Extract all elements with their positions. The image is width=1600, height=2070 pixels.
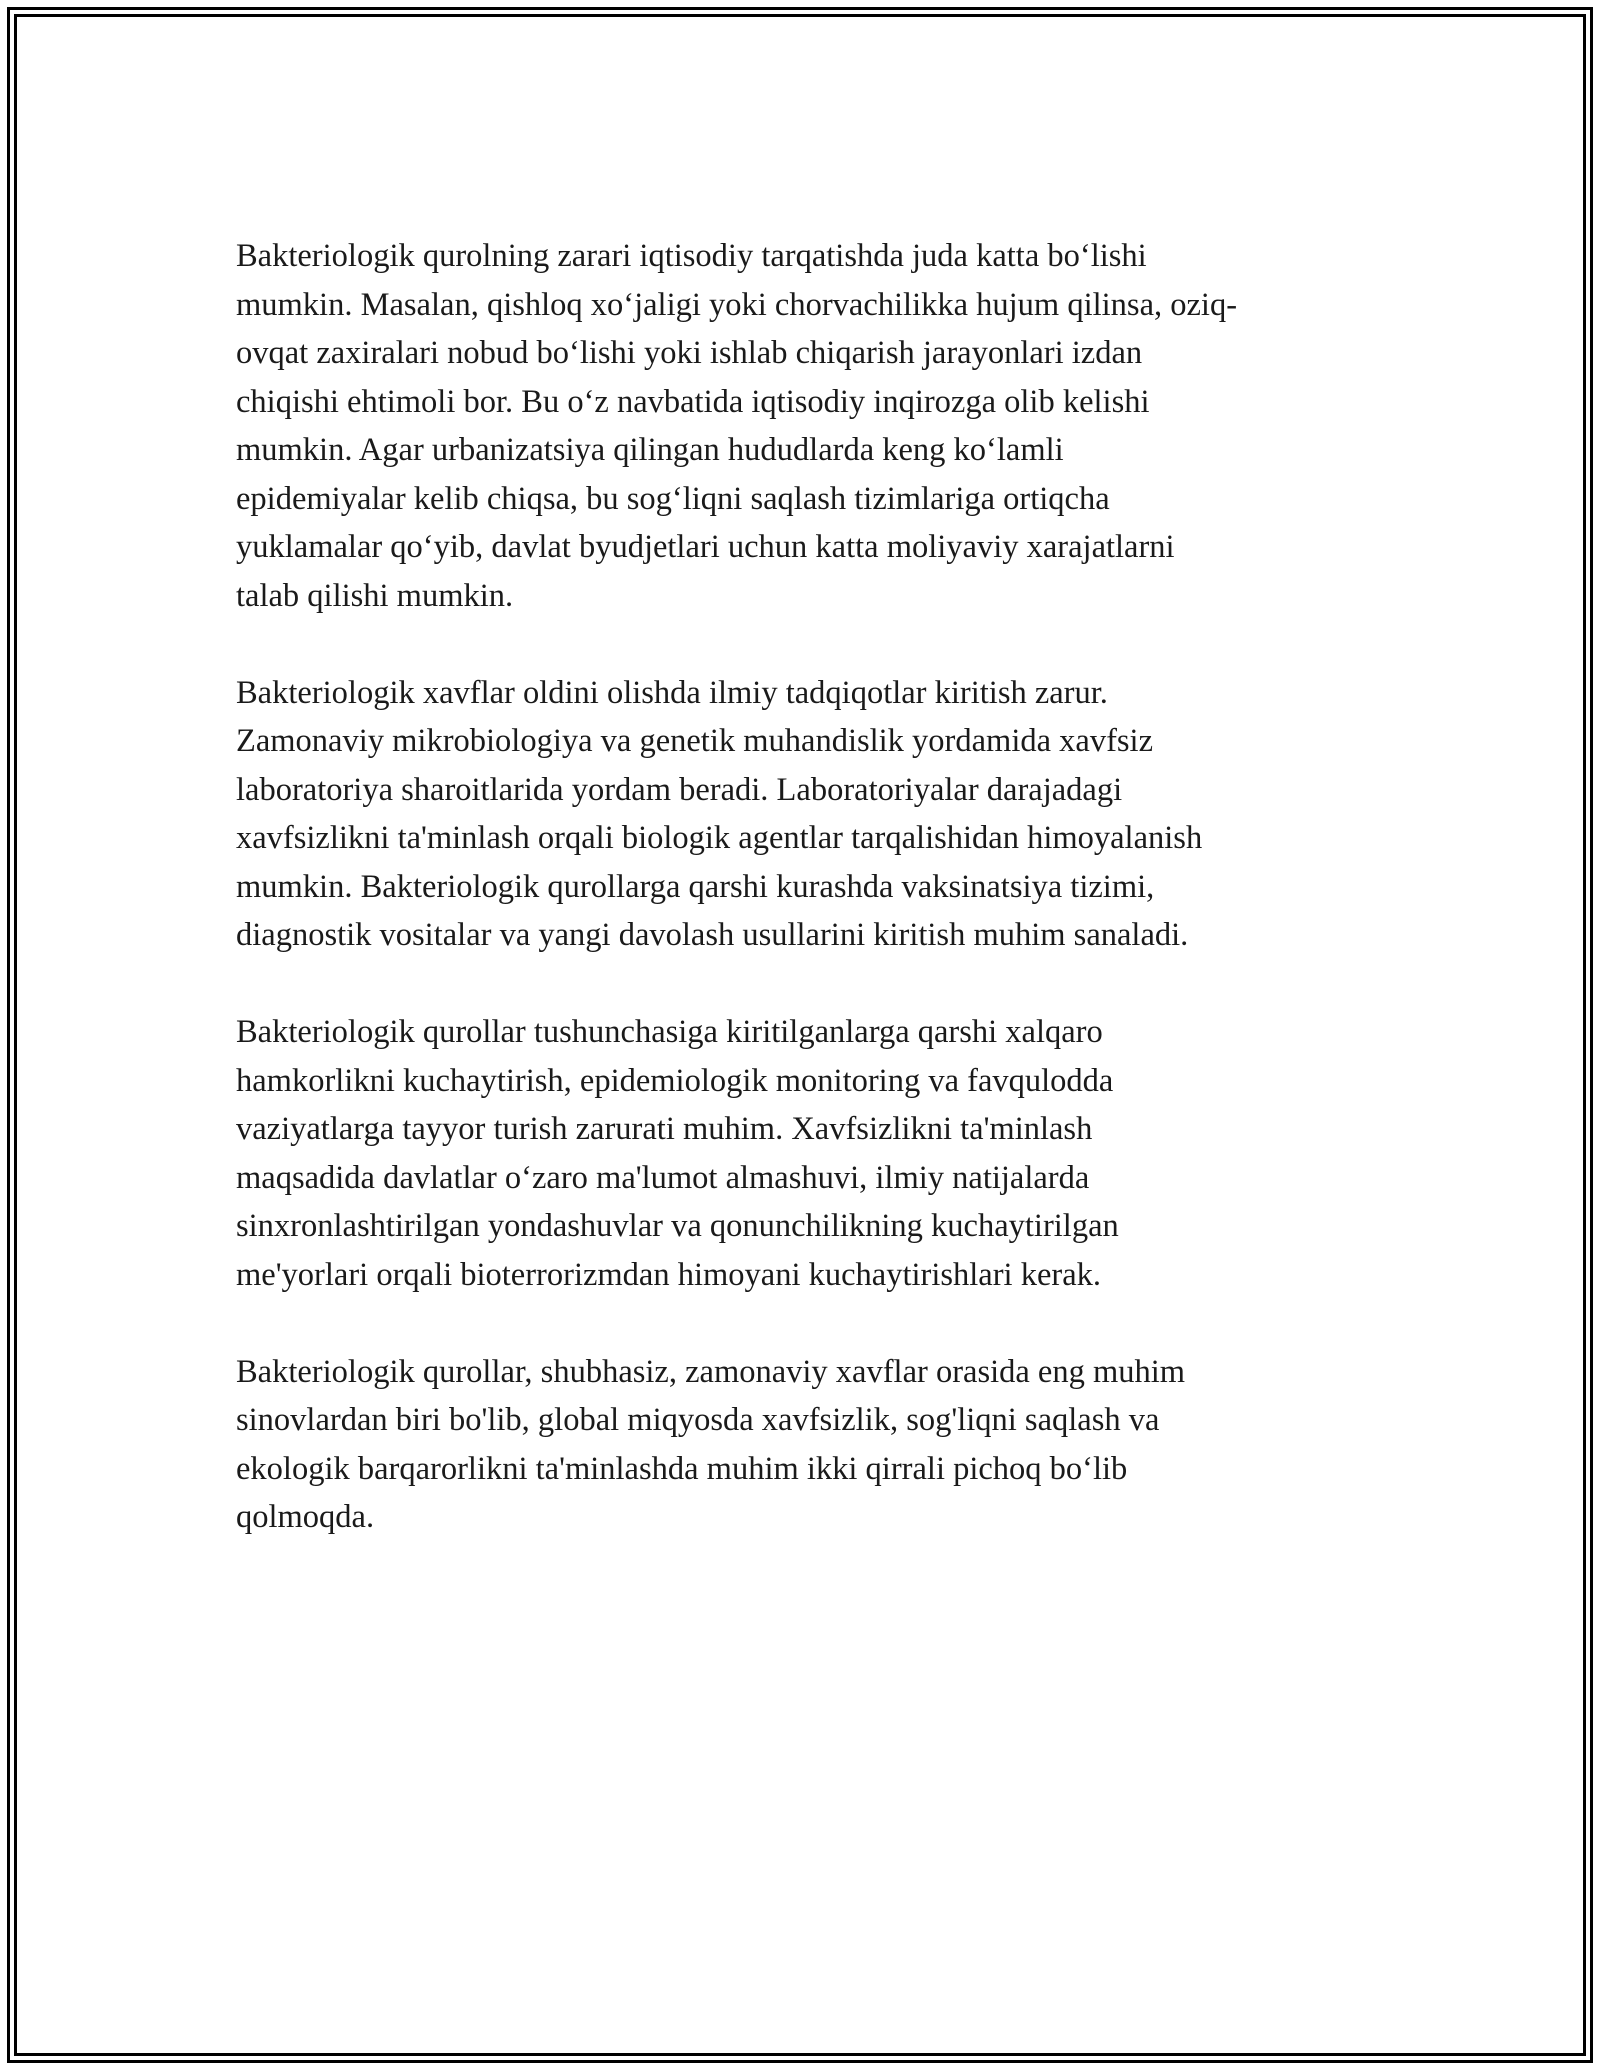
- text-line: vaziyatlarga tayyor turish zarurati muhim. Xavfsizlikni ta'minlash: [236, 1111, 1093, 1147]
- text-line: ekologik barqarorlikni ta'minlashda muhim ikki qirrali pichoq bo‘lib: [236, 1450, 1128, 1487]
- text-line: sinovlardan biri bo'lib, global miqyosda xavfsizlik, sog'liqni saqlash va: [236, 1402, 1160, 1438]
- text-line: qolmoqda.: [236, 1499, 375, 1535]
- text-line: diagnostik vositalar va yangi davolash usullarini kiritish muhim sanaladi.: [236, 917, 1189, 953]
- paragraph-4: [236, 1348, 1386, 1542]
- text-line: maqsadida davlatlar o‘zaro ma'lumot almashuvi, ilmiy natijalarda: [236, 1159, 1090, 1196]
- text-line: Bakteriologik qurollar, shubhasiz, zamonaviy xavflar orasida eng muhim: [236, 1353, 1186, 1390]
- text-line: ovqat zaxiralari nobud bo‘lishi yoki ishlab chiqarish jarayonlari izdan: [236, 335, 1143, 371]
- text-line: Bakteriologik qurolning zarari iqtisodiy tarqatishda juda katta bo‘lishi: [236, 238, 1147, 274]
- text-line: Zamonaviy mikrobiologiya va genetik muhandislik yordamida xavfsiz: [236, 723, 1154, 759]
- text-line: me'yorlari orqali bioterrorizmdan himoyani kuchaytirishlari kerak.: [236, 1256, 1102, 1293]
- paragraph-2: [236, 669, 1386, 960]
- paragraph-1: [236, 232, 1386, 620]
- text-line: mumkin. Masalan, qishloq xo‘jaligi yoki chorvachilikka hujum qilinsa, oziq-: [236, 286, 1238, 323]
- text-line: chiqishi ehtimoli bor. Bu o‘z navbatida iqtisodiy inqirozga olib kelishi: [236, 383, 1150, 420]
- text-line: hamkorlikni kuchaytirish, epidemiologik monitoring va favqulodda: [236, 1062, 1114, 1099]
- document-body: [236, 232, 1386, 1542]
- text-line: yuklamalar qo‘yib, davlat byudjetlari uchun katta moliyaviy xarajatlarni: [236, 529, 1175, 565]
- text-line: sinxronlashtirilgan yondashuvlar va qonunchilikning kuchaytirilgan: [236, 1208, 1119, 1244]
- text-line: epidemiyalar kelib chiqsa, bu sog‘liqni saqlash tizimlariga ortiqcha: [236, 480, 1110, 517]
- text-line: xavfsizlikni ta'minlash orqali biologik agentlar tarqalishidan himoyalanish: [236, 820, 1203, 856]
- paragraph-3: [236, 1008, 1386, 1299]
- text-line: laboratoriya sharoitlarida yordam beradi. Laboratoriyalar darajadagi: [236, 771, 1123, 808]
- text-line: mumkin. Agar urbanizatsiya qilingan hududlarda keng ko‘lamli: [236, 432, 1064, 468]
- text-line: mumkin. Bakteriologik qurollarga qarshi kurashda vaksinatsiya tizimi,: [236, 868, 1155, 905]
- text-line: Bakteriologik xavflar oldini olishda ilmiy tadqiqotlar kiritish zarur.: [236, 674, 1108, 711]
- text-line: talab qilishi mumkin.: [236, 577, 514, 614]
- text-line: Bakteriologik qurollar tushunchasiga kiritilganlarga qarshi xalqaro: [236, 1014, 1103, 1050]
